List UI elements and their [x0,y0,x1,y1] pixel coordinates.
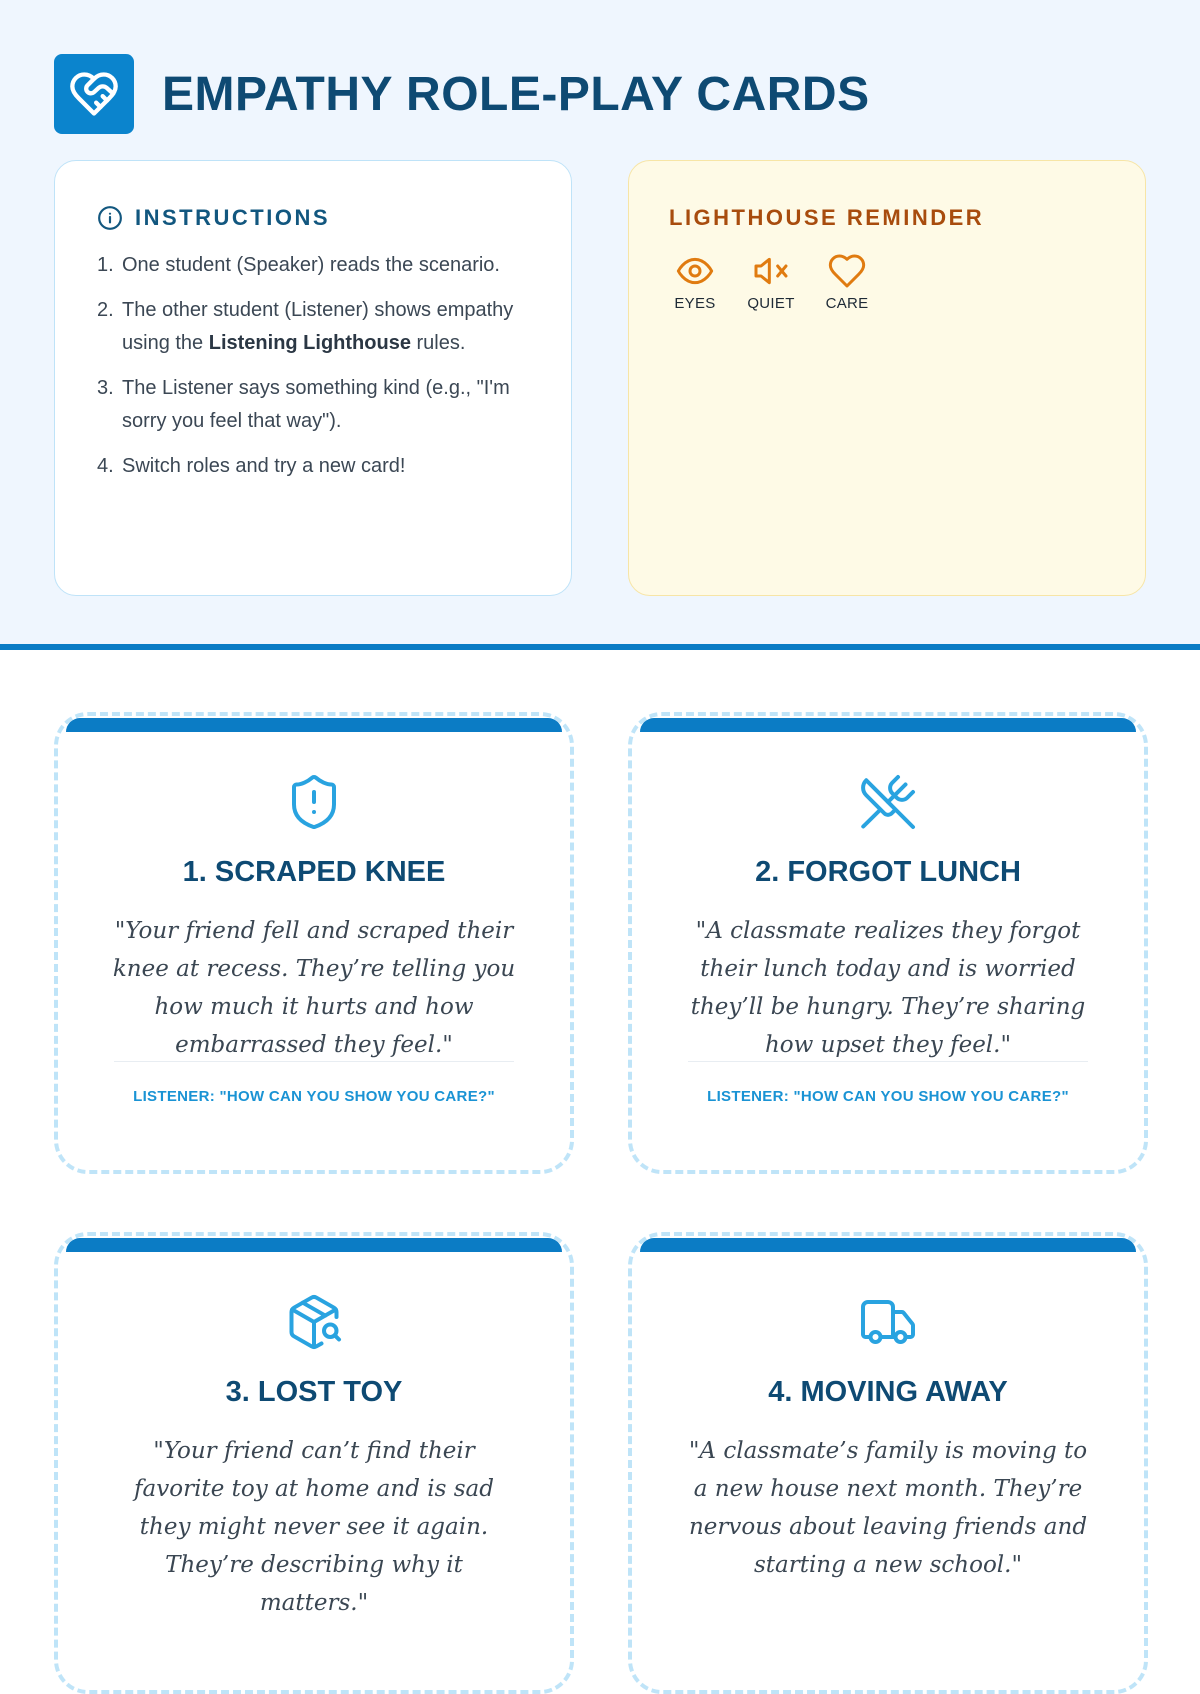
reminder-item-eyes: EYES [669,251,721,312]
truck-icon [858,1292,918,1352]
scenario-card-2 [628,712,1148,1174]
instructions-list [97,249,537,495]
package-search-icon [284,1292,344,1352]
scenario-card-4 [628,1232,1148,1694]
card-top-band [640,718,1136,732]
info-icon [97,205,123,231]
card-title: 4. MOVING AWAY [768,1376,1008,1408]
instruction-step: 2. The other student (Listener) shows empathy using the Listening Lighthouse rules. [97,299,514,354]
card-listener-prompt: LISTENER: "HOW CAN YOU SHOW YOU CARE?" [133,1088,495,1105]
reminder-heading: LIGHTHOUSE REMINDER [669,205,985,230]
page-title: EMPATHY ROLE-PLAY CARDS [162,68,870,121]
card-scenario: "Your friend fell and scraped their knee at recess. They’re telling you how much it hurts and how embarrassed they feel." [112,918,516,1058]
card-scenario: "A classmate’s family is moving to a new house next month. They’re nervous about leaving friends and starting a new school." [688,1438,1088,1578]
header-section [0,0,1200,650]
lighthouse-reminder-panel [628,160,1146,596]
card-title: 3. LOST TOY [225,1376,403,1408]
card-scenario: "A classmate realizes they forgot their lunch today and is worried they’ll be hungry. They’re sharing how upset they feel." [690,918,1086,1058]
heart-icon [825,251,869,291]
reminder-icons [669,251,873,312]
card-top-band [66,718,562,732]
reminder-item-quiet: QUIET [745,251,797,312]
eye-icon [673,251,717,291]
scenario-card-3 [54,1232,574,1694]
card-scenario: "Your friend can’t find their favorite toy at home and is sad they might never see it again. They’re describing why it matters." [134,1438,494,1616]
heart-handshake-icon [54,54,134,134]
speaker-mute-icon [749,251,793,291]
instructions-panel [54,160,572,596]
instructions-heading: INSTRUCTIONS [135,205,330,230]
instruction-step: 3. The Listener says something kind (e.g., "I'm sorry you feel that way"). [97,377,510,432]
scenario-card-1 [54,712,574,1174]
reminder-item-care: CARE [821,251,873,312]
card-top-band [66,1238,562,1252]
instruction-step: 4. Switch roles and try a new card! [97,455,406,477]
utensils-crossed-icon [858,772,918,832]
card-top-band [640,1238,1136,1252]
shield-alert-icon [284,772,344,832]
card-listener-prompt: LISTENER: "HOW CAN YOU SHOW YOU CARE?" [707,1088,1069,1105]
card-title: 1. SCRAPED KNEE [182,856,446,888]
instruction-step: 1. One student (Speaker) reads the scenario. [97,254,500,276]
card-divider [114,1061,514,1062]
card-divider [688,1061,1088,1062]
card-title: 2. FORGOT LUNCH [755,856,1021,888]
